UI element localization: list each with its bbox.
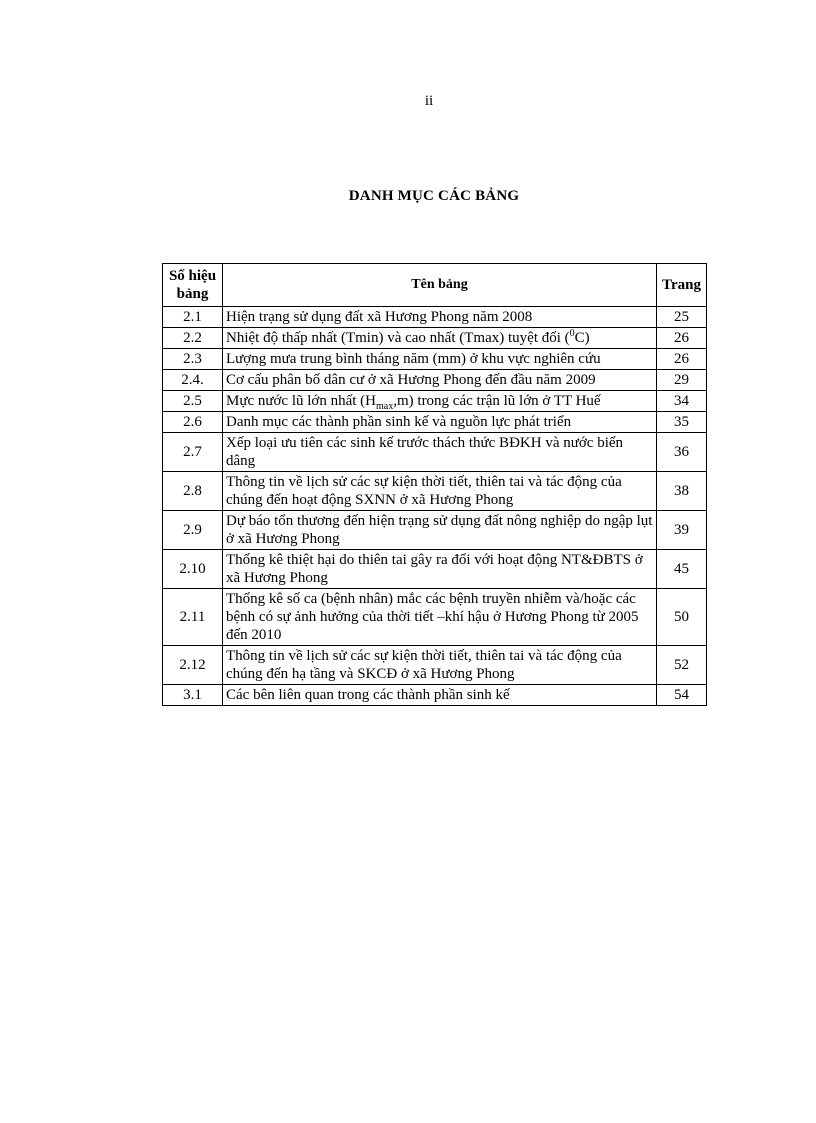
row-name-subscript: max: [376, 401, 394, 412]
table-row: [163, 589, 707, 646]
row-page: 26: [657, 328, 707, 349]
row-name: Thông tin về lịch sử các sự kiện thời tiết, thiên tai và tác động của chúng đến hoạt động SXNN ở xã Hương Phong: [223, 472, 657, 511]
row-page: 50: [657, 589, 707, 646]
row-name: Danh mục các thành phần sinh kế và nguồn lực phát triển: [223, 412, 657, 433]
table-row: [163, 307, 707, 328]
row-page: 52: [657, 646, 707, 685]
row-number: 2.12: [163, 646, 223, 685]
row-number: 2.1: [163, 307, 223, 328]
list-of-tables: [162, 263, 707, 706]
row-page: 29: [657, 370, 707, 391]
row-number: 2.7: [163, 433, 223, 472]
table-row: [163, 511, 707, 550]
row-page: 36: [657, 433, 707, 472]
row-name: Thống kê số ca (bệnh nhân) mắc các bệnh truyền nhiễm và/hoặc các bệnh có sự ảnh hưởng của thời tiết –khí hậu ở Hương Phong từ 2005 đến 2010: [223, 589, 657, 646]
table-row: [163, 685, 707, 706]
row-page: 39: [657, 511, 707, 550]
row-name-text-end: ,m) trong các trận lũ lớn ở TT Huế: [393, 393, 601, 409]
row-number: 3.1: [163, 685, 223, 706]
row-page: 35: [657, 412, 707, 433]
page-title: DANH MỤC CÁC BẢNG: [348, 188, 520, 204]
header-page: Trang: [657, 264, 707, 307]
page-number: ii: [424, 93, 434, 109]
row-name: [223, 391, 657, 412]
header-number: Số hiệu bảng: [163, 264, 223, 307]
row-page: 54: [657, 685, 707, 706]
row-number: 2.8: [163, 472, 223, 511]
row-name: Cơ cấu phân bố dân cư ở xã Hương Phong đến đầu năm 2009: [223, 370, 657, 391]
table-row: [163, 472, 707, 511]
table-row: [163, 550, 707, 589]
row-number: 2.5: [163, 391, 223, 412]
table-row: [163, 328, 707, 349]
row-name: Lượng mưa trung bình tháng năm (mm) ở khu vực nghiên cứu: [223, 349, 657, 370]
header-name: Tên bảng: [223, 264, 657, 307]
row-name-text: Mực nước lũ lớn nhất (H: [226, 393, 377, 409]
row-number: 2.2: [163, 328, 223, 349]
row-name: Hiện trạng sử dụng đất xã Hương Phong năm 2008: [223, 307, 657, 328]
row-number: 2.11: [163, 589, 223, 646]
row-name: Các bên liên quan trong các thành phần sinh kế: [223, 685, 657, 706]
table-row: [163, 433, 707, 472]
table-header-row: [163, 264, 707, 307]
row-name: [223, 328, 657, 349]
row-page: 34: [657, 391, 707, 412]
table-row: [163, 412, 707, 433]
table-row: [163, 646, 707, 685]
table-row: [163, 391, 707, 412]
row-name: Xếp loại ưu tiên các sinh kế trước thách thức BĐKH và nước biển dâng: [223, 433, 657, 472]
row-number: 2.6: [163, 412, 223, 433]
row-name-text-end: C): [574, 330, 590, 346]
row-number: 2.9: [163, 511, 223, 550]
row-number: 2.4.: [163, 370, 223, 391]
row-page: 38: [657, 472, 707, 511]
table-row: [163, 370, 707, 391]
row-name-text: Nhiệt độ thấp nhất (Tmin) và cao nhất (Tmax) tuyệt đối (: [226, 330, 570, 346]
row-page: 25: [657, 307, 707, 328]
row-page: 26: [657, 349, 707, 370]
row-name-superscript: 0: [569, 328, 575, 339]
row-name: Dự báo tổn thương đến hiện trạng sử dụng đất nông nghiệp do ngập lụt ở xã Hương Phong: [223, 511, 657, 550]
row-name: Thông tin về lịch sử các sự kiện thời tiết, thiên tai và tác động của chúng đến hạ tầng và SKCĐ ở xã Hương Phong: [223, 646, 657, 685]
row-number: 2.10: [163, 550, 223, 589]
row-page: 45: [657, 550, 707, 589]
row-number: 2.3: [163, 349, 223, 370]
table-row: [163, 349, 707, 370]
row-name: Thống kê thiệt hại do thiên tai gây ra đối với hoạt động NT&ĐBTS ở xã Hương Phong: [223, 550, 657, 589]
